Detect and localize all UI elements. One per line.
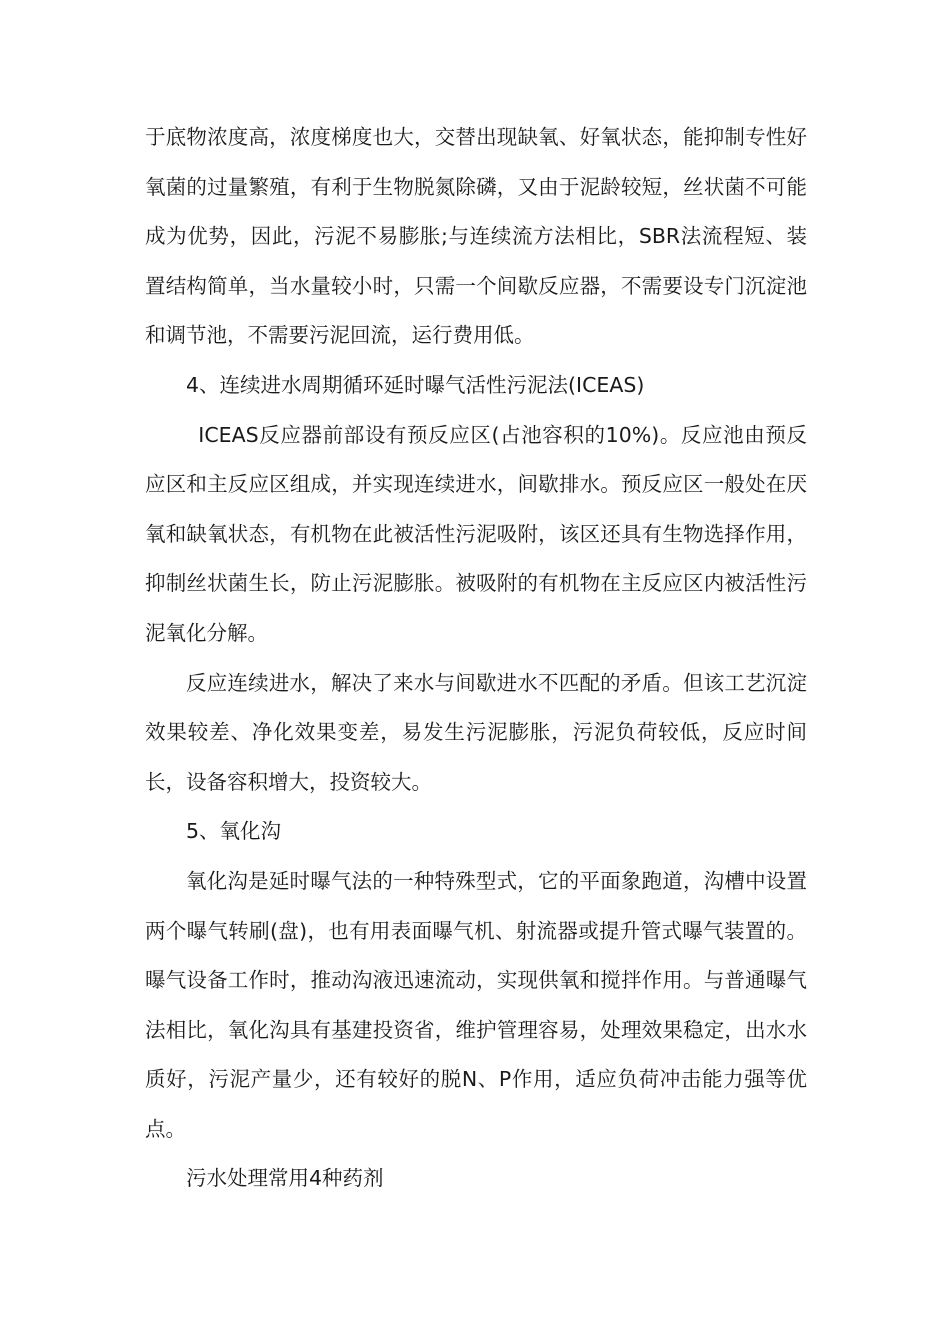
paragraph-iceas-evaluation: 反应连续进水，解决了来水与间歇进水不匹配的矛盾。但该工艺沉淀效果较差、净化效果变差，易发生污泥膨胀，污泥负荷较低，反应时间长，设备容积增大，投资较大。 <box>145 670 807 794</box>
paragraph-oxidation-ditch: 氧化沟是延时曝气法的一种特殊型式，它的平面象跑道，沟槽中设置两个曝气转刷(盘)，也有用表面曝气机、射流器或提升管式曝气装置的。曝气设备工作时，推动沟液迅速流动，实现供氧和搅拌作用。与普通曝气法相比，氧化沟具有基建投资省，维护管理容易，处理效果稳定，出水水质好，污泥产量少，还有较好的脱N、P作用，适应负荷冲击能力强等优点。 <box>145 868 807 1141</box>
section-heading-iceas: 4、连续进水周期循环延时曝气活性污泥法(ICEAS) <box>186 372 645 397</box>
paragraph-sbr-continuation: 于底物浓度高，浓度梯度也大，交替出现缺氧、好氧状态，能抑制专性好氧菌的过量繁殖，有利于生物脱氮除磷，又由于泥龄较短，丝状菌不可能成为优势，因此，污泥不易膨胀;与连续流方法相比，SBR法流程短、装置结构简单，当水量较小时，只需一个间歇反应器，不需要设专门沉淀池和调节池，不需要污泥回流，运行费用低。 <box>145 125 807 348</box>
document-body <box>145 113 807 1204</box>
paragraph-chemicals-intro: 污水处理常用4种药剂 <box>186 1166 384 1191</box>
paragraph-iceas-description: ICEAS反应器前部设有预反应区(占池容积的10%)。反应池由预反应区和主反应区组成，并实现连续进水，间歇排水。预反应区一般处在厌氧和缺氧状态，有机物在此被活性污泥吸附，该区还具有生物选择作用，抑制丝状菌生长，防止污泥膨胀。被吸附的有机物在主反应区内被活性污泥氧化分解。 <box>145 422 807 645</box>
section-heading-oxidation-ditch: 5、氧化沟 <box>186 819 282 844</box>
